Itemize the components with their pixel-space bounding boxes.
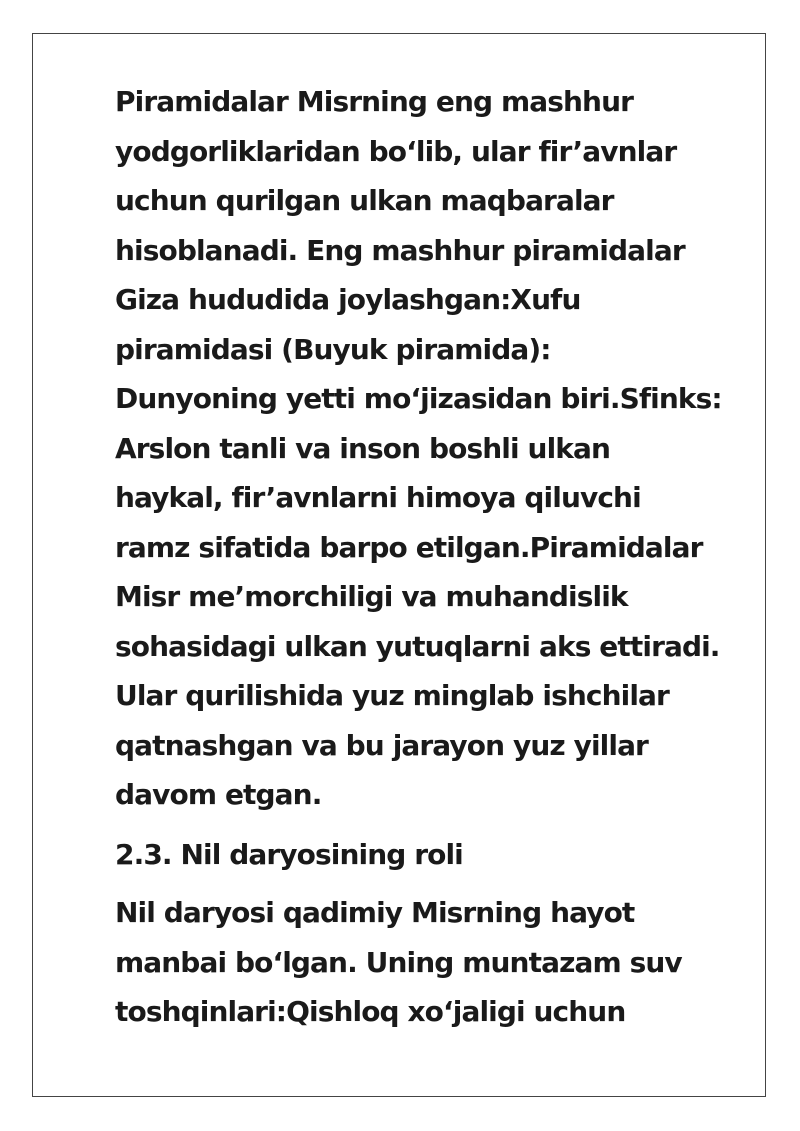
text-line: ramz sifatida barpo etilgan.Piramidalar <box>115 530 703 564</box>
text-line: yodgorliklaridan bo‘lib, ular fir’avnlar <box>115 134 677 168</box>
text-line: Misr me’morchiligi va muhandislik <box>115 580 628 613</box>
text-line: piramidasi (Buyuk piramida): <box>115 332 551 366</box>
text-line: Arslon tanli va inson boshli ulkan <box>115 431 611 465</box>
text-line: Giza hududida joylashgan:Xufu <box>115 283 581 316</box>
section-heading-text: 2.3. Nil daryosining roli <box>115 838 463 871</box>
text-line: manbai bo‘lgan. Uning muntazam suv <box>115 945 682 979</box>
text-line: haykal, fir’avnlarni himoya qiluvchi <box>115 481 641 514</box>
text-line: uchun qurilgan ulkan maqbaralar <box>115 184 614 217</box>
text-line: hisoblanadi. Eng mashhur piramidalar <box>115 233 685 267</box>
text-line: sohasidagi ulkan yutuqlarni aks ettiradi. <box>115 629 720 663</box>
section-heading <box>115 830 765 880</box>
text-line: davom etgan. <box>115 778 322 811</box>
text-line: toshqinlari:Qishloq xo‘jaligi uchun <box>115 995 626 1028</box>
text-line: Nil daryosi qadimiy Misrning hayot <box>115 896 635 929</box>
paragraph-nile <box>115 888 765 1037</box>
text-line: Dunyoning yetti mo‘jizasidan biri.Sfinks: <box>115 382 722 415</box>
text-line: qatnashgan va bu jarayon yuz yillar <box>115 728 648 762</box>
text-line: Ular qurilishida yuz minglab ishchilar <box>115 679 669 712</box>
paragraph-pyramids <box>115 77 765 820</box>
text-line: Piramidalar Misrning eng mashhur <box>115 85 634 118</box>
